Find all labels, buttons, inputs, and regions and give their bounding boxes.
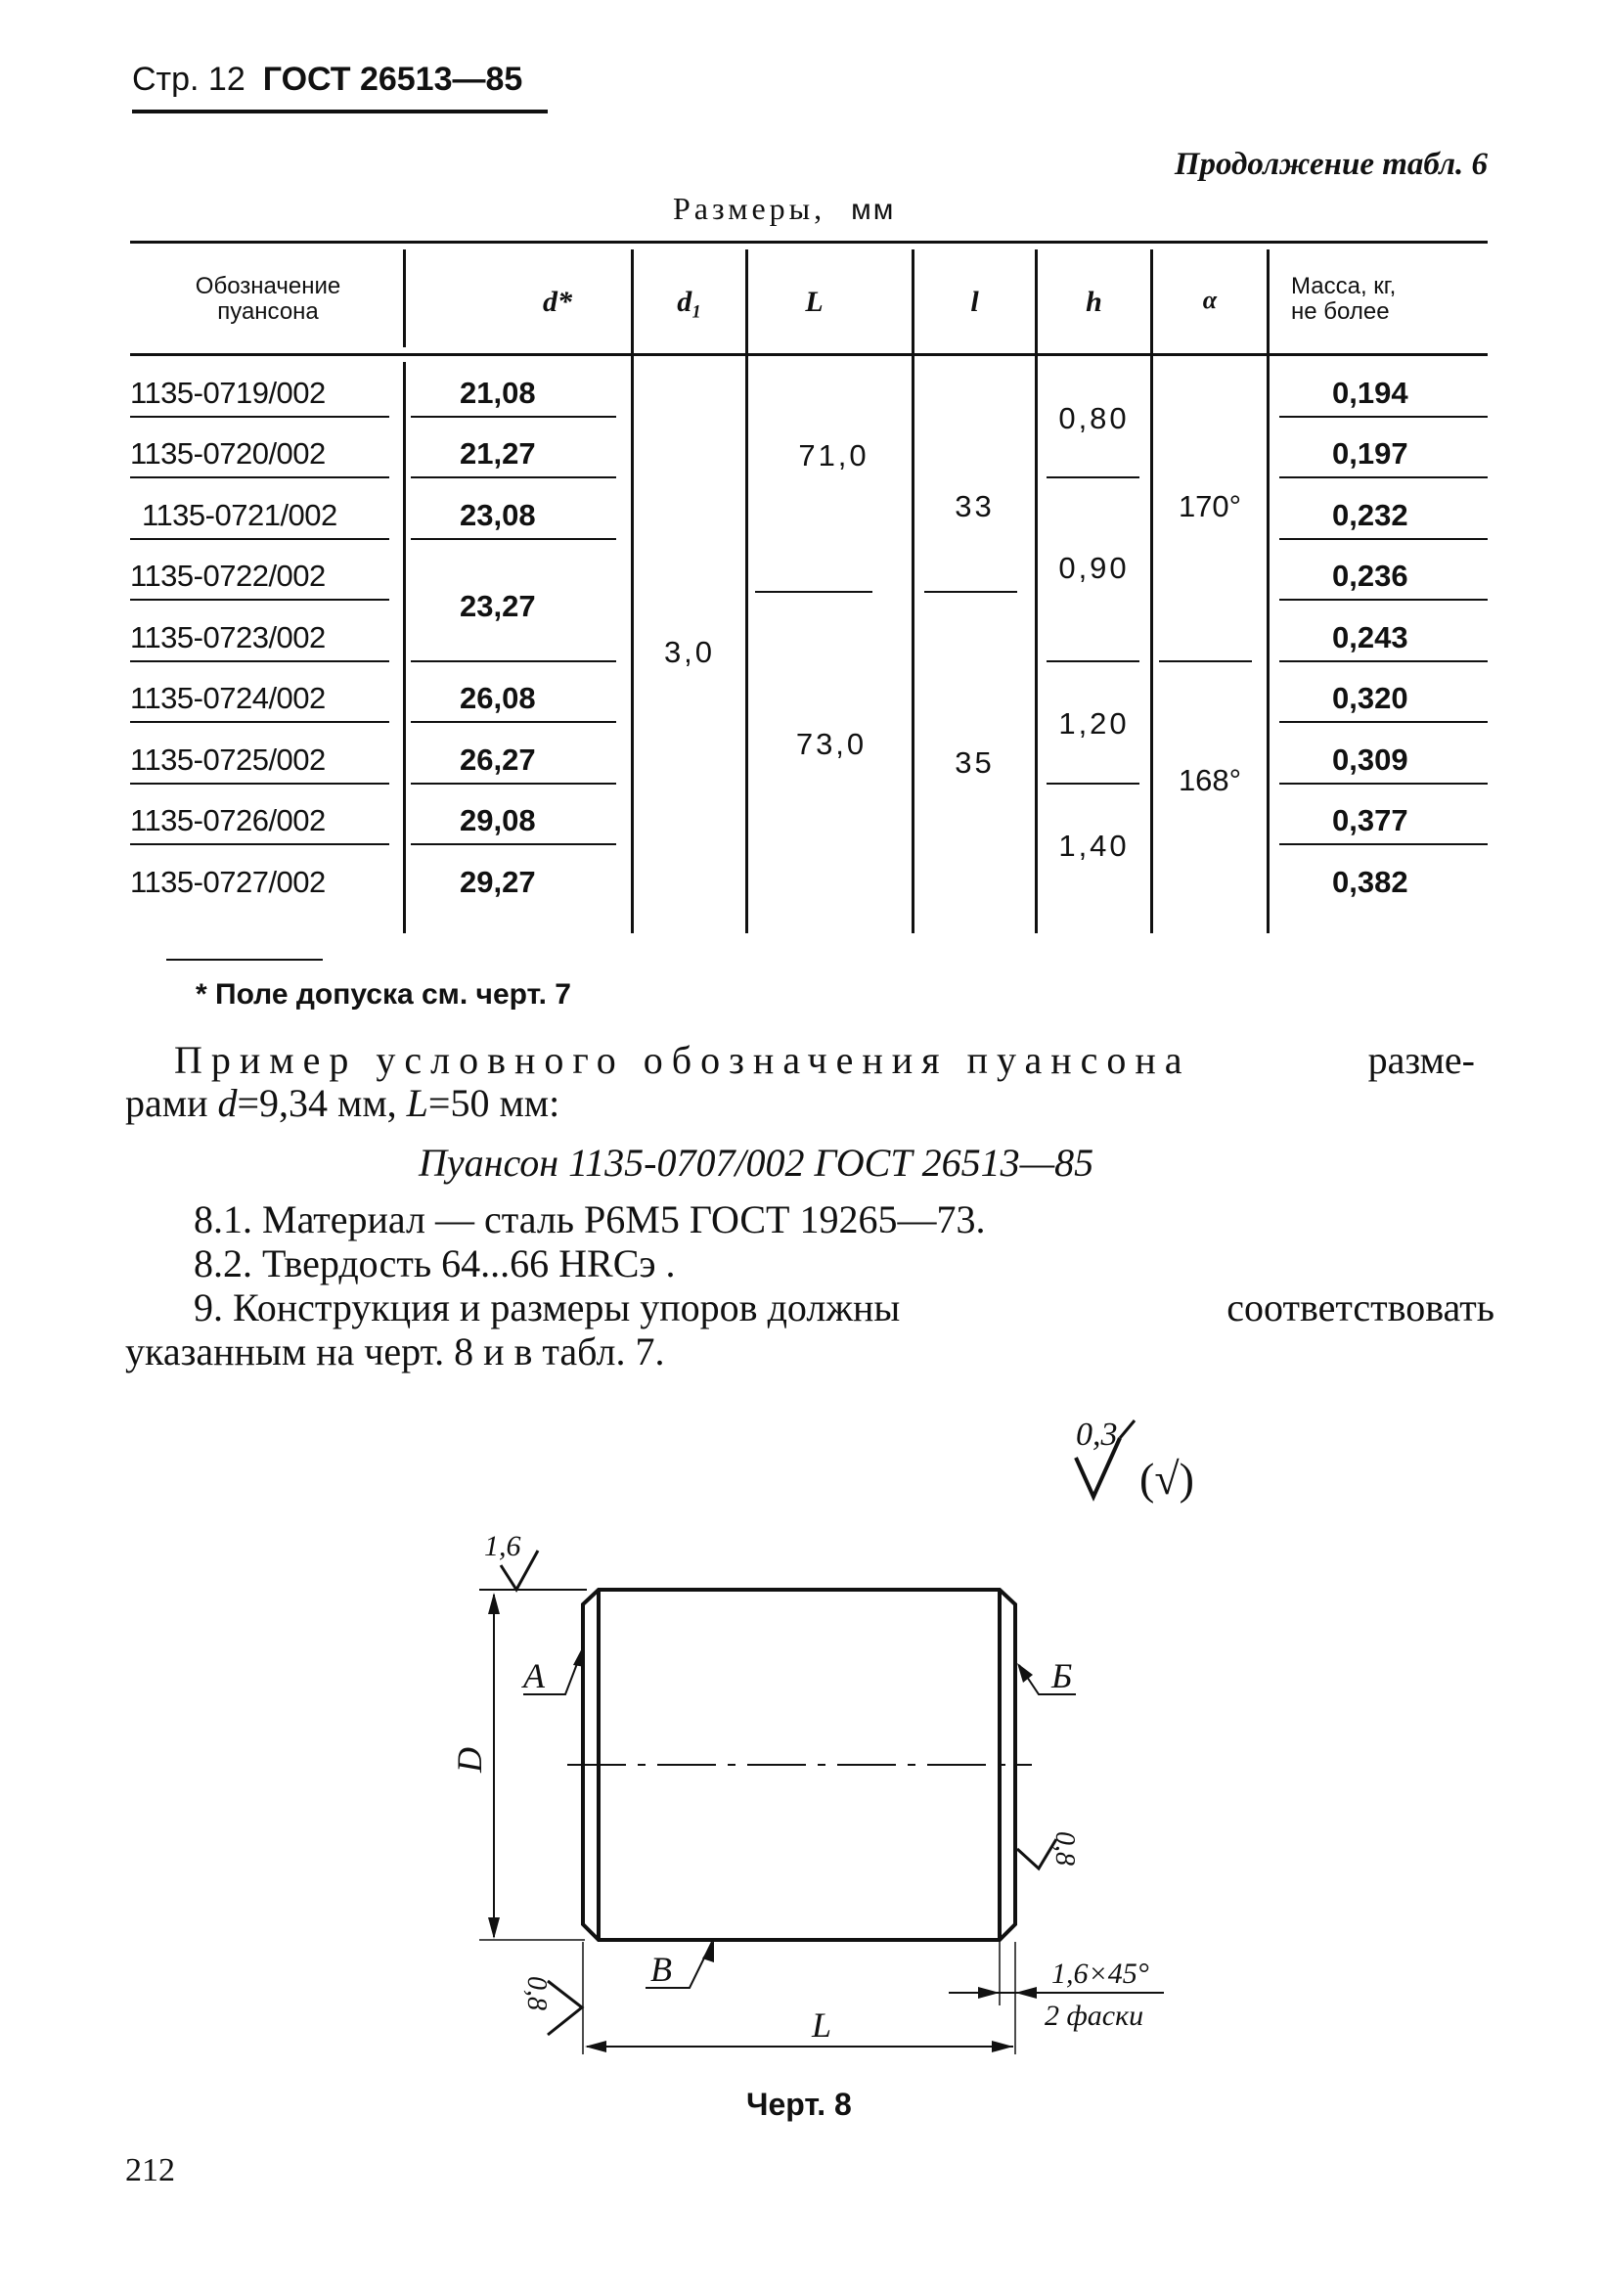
- group-rule: [1047, 660, 1139, 662]
- designation-code: 1135-0723/002: [130, 620, 326, 654]
- designation-code: 1135-0724/002: [130, 681, 326, 715]
- table-header-rule: [130, 353, 1488, 356]
- mass-value: 0,194: [1332, 376, 1408, 410]
- designation-code: 1135-0722/002: [130, 559, 326, 593]
- designation-code: 1135-0726/002: [130, 803, 326, 837]
- th-L: L: [805, 286, 824, 318]
- designation-code: 1135-0727/002: [130, 865, 326, 899]
- example-designation: Пуансон 1135-0707/002 ГОСТ 26513—85: [419, 1141, 1094, 1185]
- page-number: 212: [125, 2152, 175, 2188]
- L-value: 73,0: [795, 727, 868, 761]
- h-value: 0,80: [1058, 401, 1130, 435]
- col-sep: [631, 249, 634, 933]
- row-rule: [411, 783, 616, 785]
- h-value: 1,40: [1058, 829, 1130, 863]
- page-header: [132, 61, 522, 99]
- example-line-1: [174, 1039, 1475, 1082]
- th-d1: d₁: [677, 286, 702, 318]
- roughness-left-bottom-icon: [548, 1981, 582, 2035]
- group-rule: [1047, 476, 1139, 478]
- row-rule: [1279, 416, 1488, 418]
- mass-value: 0,377: [1332, 803, 1408, 837]
- group-rule: [924, 591, 1017, 593]
- row-rule: [1279, 783, 1488, 785]
- row-rule: [1279, 476, 1488, 478]
- label-A: А: [523, 1656, 545, 1695]
- row-rule: [1279, 660, 1488, 662]
- chamfer-note: 2 фаски: [1045, 2000, 1144, 2032]
- designation-code: 1135-0719/002: [130, 376, 326, 410]
- row-rule: [130, 538, 389, 540]
- col-sep: [745, 249, 748, 933]
- d-value: 21,27: [460, 436, 536, 471]
- label-B-bottom: В: [650, 1950, 672, 1989]
- row-rule: [411, 660, 616, 662]
- alpha-value: 168°: [1178, 763, 1242, 797]
- clause-8-1: 8.1. Материал — сталь Р6М5 ГОСТ 19265—73.: [194, 1197, 986, 1241]
- header-rule: [132, 110, 548, 113]
- h-value: 0,90: [1058, 551, 1130, 585]
- d-value: 23,08: [460, 498, 536, 532]
- d-value: 21,08: [460, 376, 536, 410]
- row-rule: [411, 416, 616, 418]
- mass-value: 0,197: [1332, 436, 1408, 471]
- th-alpha: α: [1202, 286, 1218, 314]
- th-h: h: [1086, 286, 1102, 318]
- row-rule: [411, 538, 616, 540]
- example-hyphen-part: разме-: [1367, 1038, 1475, 1082]
- example-spaced-text: Пример условного обозначения пуансона: [174, 1038, 1191, 1082]
- clause-8-2: 8.2. Твердость 64...66 HRCэ .: [194, 1241, 676, 1285]
- sizes-caption: [673, 191, 895, 227]
- group-rule: [755, 591, 872, 593]
- d-value: 26,27: [460, 743, 536, 777]
- th-l: l: [970, 286, 979, 318]
- drawing-8: [0, 1409, 1605, 2093]
- col-sep: [912, 249, 914, 933]
- standard-number: ГОСТ 26513—85: [262, 61, 523, 98]
- mass-value: 0,232: [1332, 498, 1408, 532]
- dim-L-label: L: [812, 2005, 832, 2045]
- sizes-word: Размеры,: [673, 191, 826, 226]
- group-rule: [1047, 783, 1139, 785]
- d-value: 29,08: [460, 803, 536, 837]
- row-rule: [1279, 538, 1488, 540]
- designation-code: 1135-0725/002: [130, 743, 326, 777]
- footnote: * Поле допуска см. черт. 7: [196, 978, 571, 1011]
- l-value: 33: [955, 489, 995, 523]
- l-value: 35: [955, 745, 995, 780]
- alpha-value: 170°: [1178, 489, 1242, 523]
- th-d: d*: [543, 286, 572, 318]
- roughness-general-value: 0,3: [1076, 1417, 1118, 1453]
- row-rule: [1279, 721, 1488, 723]
- roughness-left-bottom-value: 0,8: [521, 1976, 552, 2010]
- row-rule: [130, 721, 389, 723]
- page-label: Стр. 12: [132, 61, 245, 98]
- drawing-caption: Черт. 8: [746, 2087, 852, 2122]
- row-rule: [1279, 599, 1488, 601]
- footnote-rule: [166, 959, 323, 961]
- d1-value: 3,0: [663, 635, 716, 669]
- L-value: 71,0: [798, 438, 869, 473]
- example-line-2: рами d=9,34 мм, L=50 мм:: [125, 1081, 560, 1125]
- mass-value: 0,320: [1332, 681, 1408, 715]
- col-sep: [403, 362, 406, 933]
- d-value: 26,08: [460, 681, 536, 715]
- group-rule: [1159, 660, 1252, 662]
- d-value: 29,27: [460, 865, 536, 899]
- th-mass: Масса, кг, не более: [1291, 273, 1397, 325]
- d-value: 23,27: [460, 589, 536, 623]
- dim-D-label: D: [450, 1747, 489, 1773]
- row-rule: [411, 843, 616, 845]
- table-top-rule: [130, 241, 1488, 244]
- th-designation: Обозначение пуансона: [195, 273, 341, 325]
- mass-value: 0,236: [1332, 559, 1408, 593]
- mass-value: 0,243: [1332, 620, 1408, 654]
- clause-9-line-2: указанным на черт. 8 и в табл. 7.: [125, 1329, 665, 1373]
- roughness-right-value: 0,8: [1049, 1831, 1080, 1866]
- row-rule: [130, 599, 389, 601]
- designation-code: 1135-0721/002: [142, 498, 337, 532]
- roughness-left-value: 1,6: [484, 1530, 521, 1562]
- row-rule: [130, 783, 389, 785]
- row-rule: [130, 843, 389, 845]
- col-sep: [1267, 249, 1270, 933]
- label-B-right: Б: [1051, 1656, 1073, 1695]
- row-rule: [1279, 843, 1488, 845]
- mass-value: 0,382: [1332, 865, 1408, 899]
- roughness-paren: (√): [1139, 1454, 1194, 1504]
- h-value: 1,20: [1058, 706, 1130, 741]
- designation-code: 1135-0720/002: [130, 436, 326, 471]
- continuation-label: Продолжение табл. 6: [1174, 147, 1488, 182]
- col-sep: [1150, 249, 1153, 933]
- row-rule: [411, 476, 616, 478]
- clause-9-line-1: 9. Конструкция и размеры упоров должны соответствовать: [194, 1285, 1494, 1329]
- sizes-unit: мм: [851, 194, 896, 226]
- row-rule: [411, 721, 616, 723]
- row-rule: [130, 476, 389, 478]
- row-rule: [130, 660, 389, 662]
- mass-value: 0,309: [1332, 743, 1408, 777]
- chamfer-size: 1,6×45°: [1051, 1958, 1149, 1990]
- row-rule: [130, 416, 389, 418]
